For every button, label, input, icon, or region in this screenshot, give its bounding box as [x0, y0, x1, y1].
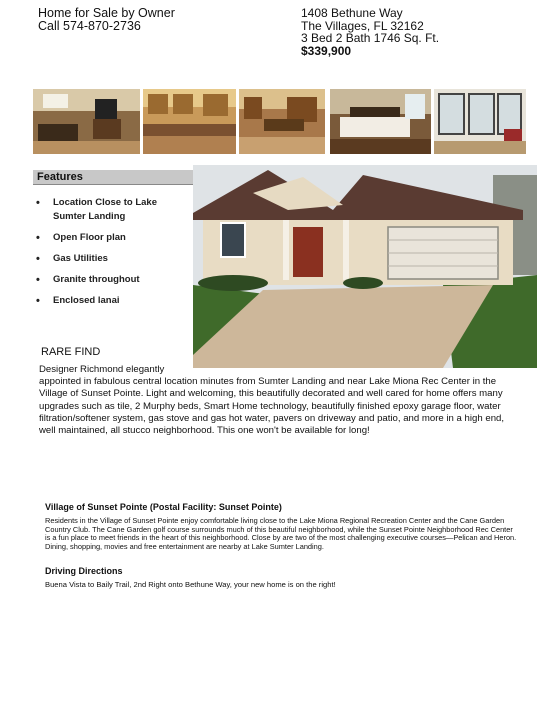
features-heading: Features	[33, 170, 193, 185]
directions-text: Buena Vista to Baily Trail, 2nd Right onto Bethune Way, your new home is on the right!	[45, 580, 336, 589]
kitchen-2-photo	[239, 89, 325, 154]
bedroom-photo	[330, 89, 431, 154]
phone-number: Call 574-870-2736	[38, 19, 141, 33]
rare-find-heading: RARE FIND	[41, 346, 101, 358]
lanai-photo	[434, 89, 526, 154]
property-summary	[301, 7, 439, 57]
seller-contact	[38, 7, 175, 33]
feature-item: • Enclosed lanai	[36, 294, 191, 308]
features-list	[36, 196, 191, 315]
price: $339,900	[301, 43, 352, 58]
address-street: 1408 Bethune Way	[301, 6, 403, 20]
address-city: The Villages, FL 32162	[301, 18, 424, 33]
village-heading: Village of Sunset Pointe (Postal Facility: Sunset Pointe)	[45, 502, 282, 512]
feature-item: • Granite throughout	[36, 273, 191, 287]
property-description: Designer Richmond elegantly appointed in fabulous central location minutes from Sumter Landing and near Lake Miona Rec Center in the Village of Sunset Pointe. Light and welcoming, this beautifully decorated and well cared for home offers many upgrades such as tile, 2 Murphy beds, Smart Home technology, beautifully finished epoxy garage floor, water filtration/softener system, gas stove and gas hot water, pavers on driveway and patio, and more in a high end, well maintained, all stucco neighborhood. This one won't be available for long!	[39, 364, 505, 437]
house-exterior-photo	[193, 165, 537, 368]
directions-heading: Driving Directions	[45, 566, 123, 576]
kitchen-photo	[143, 89, 236, 154]
for-sale-heading: Home for Sale by Owner	[38, 6, 175, 20]
property-specs: 3 Bed 2 Bath 1746 Sq. Ft.	[301, 31, 440, 45]
feature-item: • Location Close to Lake Sumter Landing	[36, 196, 191, 224]
living-room-photo	[33, 89, 140, 154]
village-description: Residents in the Village of Sunset Pointe enjoy comfortable living close to the Lake Miona Regional Recreation Center and the Cane Garden Country Club. The Cane Garden golf course surrounds much of this beautiful neighborhood, while the Sunset Pointe Neighborhood Rec Center is a fun place to meet friends in the heart of this neighborhood. Close by are two of the most challenging executive courses—Pelican and Heron. Dining, shopping, movies and free entertainment are nearby at Lake Sumter Landing.	[45, 516, 517, 551]
feature-item: • Open Floor plan	[36, 231, 191, 245]
feature-item: • Gas Utilities	[36, 252, 191, 266]
